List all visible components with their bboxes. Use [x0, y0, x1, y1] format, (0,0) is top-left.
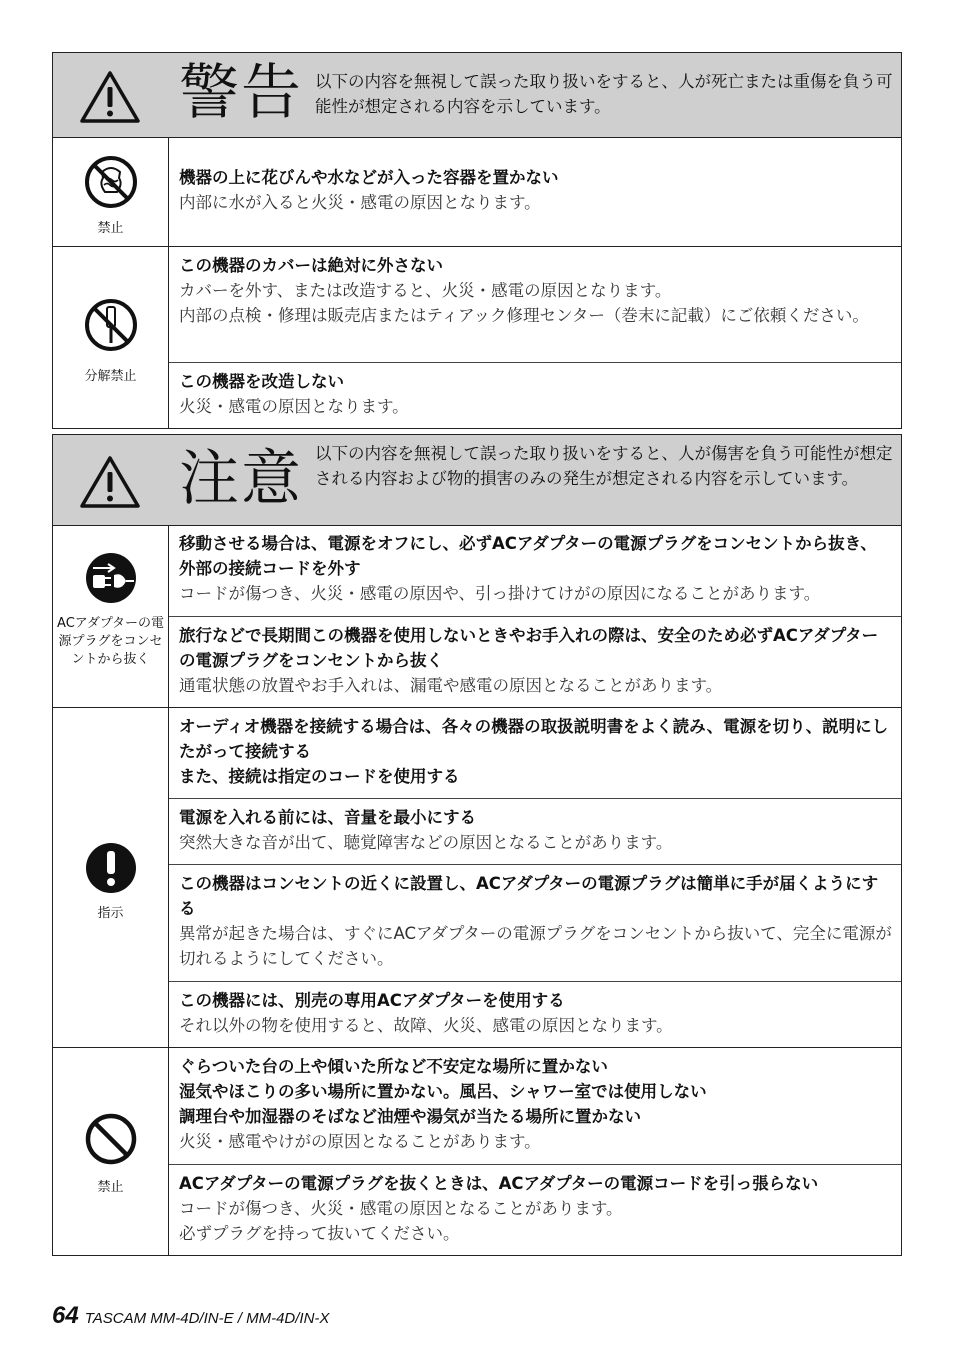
- warning-icon-cell-disassembly: [53, 247, 169, 428]
- entry-body: 火災・感電やけがの原因となることがあります。: [179, 1132, 541, 1151]
- no-disassembly-icon: [83, 297, 139, 353]
- caution-description: 以下の内容を無視して誤った取り扱いをすると、人が傷害を負う可能性が想定される内容および物的損害のみの発生が想定される内容を示しています。: [315, 444, 893, 488]
- warning-entry: [169, 247, 901, 363]
- entry-heading: 旅行などで長期間この機器を使用しないときやお手入れの際は、安全のため必ずACアダプターの電源プラグをコンセントから抜く: [179, 626, 879, 670]
- entry-body: 必ずプラグを持って抜いてください。: [179, 1224, 460, 1243]
- model-name: TASCAM MM-4D/IN-E / MM-4D/IN-X: [84, 1310, 330, 1327]
- warning-description: 以下の内容を無視して誤った取り扱いをすると、人が死亡または重傷を負う可能性が想定される内容を示しています。: [315, 72, 893, 116]
- entry-heading: ACアダプターの電源プラグを抜くときは、ACアダプターの電源コードを引っ張らない: [179, 1174, 819, 1193]
- warning-triangle-icon: [79, 70, 141, 124]
- caution-entry: [169, 617, 901, 708]
- entry-heading: オーディオ機器を接続する場合は、各々の機器の取扱説明書をよく読み、電源を切り、説明にしたがって接続する また、接続は指定のコードを使用する: [179, 717, 889, 786]
- no-water-vase-icon: [83, 154, 139, 210]
- entry-heading: 機器の上に花びんや水などが入った容器を置かない: [179, 168, 559, 187]
- caution-entry: [169, 525, 901, 617]
- caution-header: [53, 435, 901, 526]
- entry-body: コードが傷つき、火災・感電の原因や、引っ掛けてけがの原因になることがあります。: [179, 584, 821, 603]
- entry-heading: 電源を入れる前には、音量を最小にする: [179, 808, 476, 827]
- warning-icon-label-0: 禁止: [97, 221, 124, 236]
- caution-entry: [169, 865, 901, 982]
- warning-icon-cell-prohibited: [53, 137, 169, 247]
- caution-icon-label-1: 指示: [97, 906, 124, 921]
- entry-body: 突然大きな音が出て、聴覚障害などの原因となることがあります。: [179, 833, 673, 852]
- entry-heading: 移動させる場合は、電源をオフにし、必ずACアダプターの電源プラグをコンセントから抜き、外部の接続コードを外す: [179, 534, 877, 578]
- entry-body: 異常が起きた場合は、すぐにACアダプターの電源プラグをコンセントから抜いて、完全に電源が切れるようにしてください。: [179, 924, 892, 968]
- warning-header: [53, 53, 901, 138]
- caution-icon-label-0: ACアダプターの電源プラグをコンセントから抜く: [57, 616, 164, 667]
- caution-triangle-icon: [79, 455, 141, 509]
- warning-entry: [169, 137, 901, 247]
- entry-heading: この機器のカバーは絶対に外さない: [179, 256, 443, 275]
- warning-entry: [169, 363, 901, 428]
- caution-entry: [169, 708, 901, 799]
- caution-icon-cell-prohibited: [53, 1048, 169, 1255]
- entry-heading: この機器はコンセントの近くに設置し、ACアダプターの電源プラグは簡単に手が届くようにする: [179, 874, 879, 918]
- page-number: 64: [52, 1302, 79, 1329]
- warning-section: [52, 52, 902, 429]
- entry-body: 火災・感電の原因となります。: [179, 397, 409, 416]
- caution-icon-label-2: 禁止: [97, 1180, 124, 1195]
- caution-entry: [169, 799, 901, 865]
- caution-icon-cell-unplug: [53, 525, 169, 708]
- entry-body: コードが傷つき、火災・感電の原因となることがあります。: [179, 1199, 623, 1218]
- caution-icon-cell-instruction: [53, 708, 169, 1048]
- entry-heading: この機器には、別売の専用ACアダプターを使用する: [179, 991, 565, 1010]
- entry-body: それ以外の物を使用すると、故障、火災、感電の原因となります。: [179, 1016, 673, 1035]
- entry-heading: ぐらついた台の上や傾いた所など不安定な場所に置かない 湿気やほこりの多い場所に置かない。風呂、シャワー室では使用しない 調理台や加湿器のそばなど油煙や湯気が当たる場所に置かない: [179, 1057, 707, 1126]
- caution-section: [52, 434, 902, 1256]
- entry-body: 通電状態の放置やお手入れは、漏電や感電の原因となることがあります。: [179, 676, 723, 695]
- entry-heading: この機器を改造しない: [179, 372, 344, 391]
- entry-body: 内部の点検・修理は販売店またはティアック修理センター（巻末に記載）にご依頼ください。: [179, 306, 869, 325]
- caution-entry: [169, 1165, 901, 1255]
- warning-icon-label-1: 分解禁止: [84, 369, 137, 384]
- exclamation-instruction-icon: [84, 841, 138, 895]
- entry-body: 内部に水が入ると火災・感電の原因となります。: [179, 193, 541, 212]
- caution-entry: [169, 1048, 901, 1165]
- caution-entry: [169, 982, 901, 1048]
- page-footer: [52, 1302, 329, 1330]
- entry-body: カバーを外す、または改造すると、火災・感電の原因となります。: [179, 281, 672, 300]
- caution-title: 注意: [179, 444, 303, 514]
- prohibited-icon: [84, 1112, 138, 1166]
- unplug-icon: [84, 551, 138, 605]
- warning-title: 警告: [179, 58, 303, 128]
